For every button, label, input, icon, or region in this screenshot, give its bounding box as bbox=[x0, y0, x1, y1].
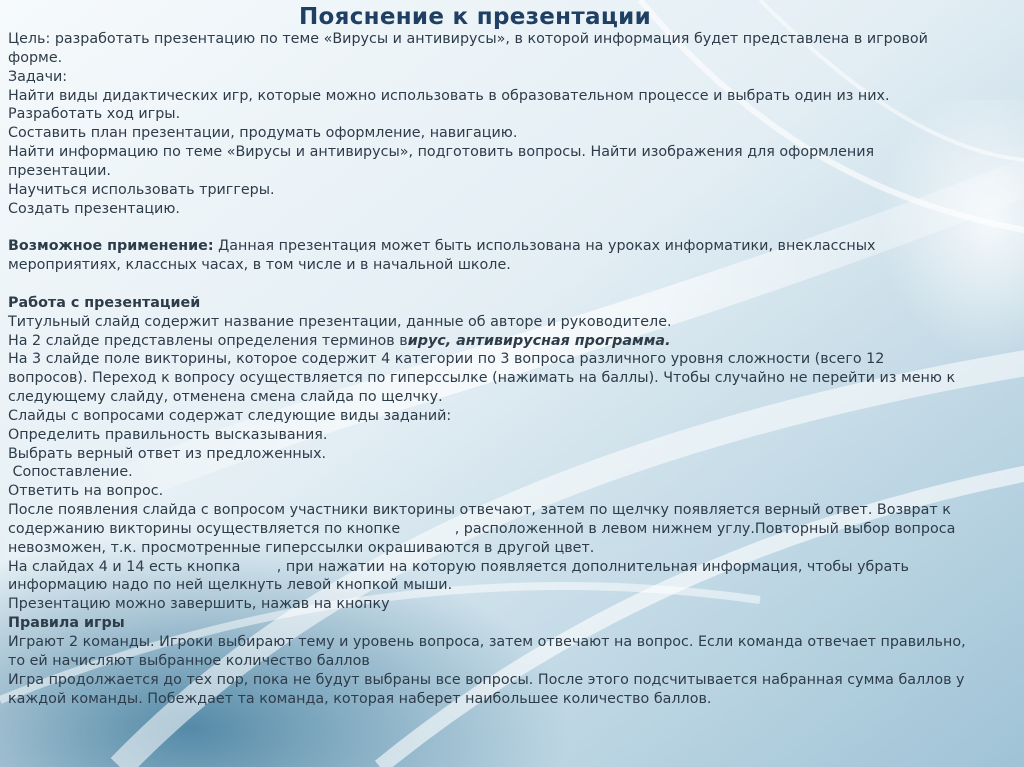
task-item: Составить план презентации, продумать оформление, навигацию. bbox=[8, 125, 518, 142]
task-item: презентации. bbox=[8, 162, 111, 179]
task-item: Разработать ход игры. bbox=[8, 106, 181, 123]
page-title: Пояснение к презентации bbox=[298, 4, 651, 30]
rules-line: каждой команды. Побеждает та команда, которая наберет наибольшее количество баллов. bbox=[8, 690, 712, 707]
work-line bbox=[8, 332, 1020, 351]
work-line: Сопоставление. bbox=[8, 464, 133, 481]
task-item: Найти информацию по теме «Вирусы и антивирусы», подготовить вопросы. Найти изображения для оформления bbox=[8, 144, 875, 161]
application-line bbox=[8, 237, 1020, 256]
work-line: информацию надо по ней щелкнуть левой кнопкой мыши. bbox=[8, 577, 453, 594]
work-line: На слайдах 4 и 14 есть кнопка , при нажатии на которую появляется дополнительная информация, чтобы убрать bbox=[8, 558, 909, 575]
work-line: содержанию викторины осуществляется по кнопке , расположенной в левом нижнем углу.Повторный выбор вопроса bbox=[8, 520, 956, 537]
explanation-text bbox=[8, 30, 1020, 708]
rules-heading: Правила игры bbox=[8, 615, 125, 632]
task-item: Создать презентацию. bbox=[8, 200, 180, 217]
work-line: Презентацию можно завершить, нажав на кнопку bbox=[8, 596, 390, 613]
application-text: Данная презентация может быть использована на уроках информатики, внеклассных bbox=[213, 238, 876, 255]
work-line: следующему слайду, отменена смена слайда по щелчку. bbox=[8, 389, 443, 406]
work-line-prefix: На 2 слайде представлены определения терминов в bbox=[8, 332, 408, 349]
work-line: На 3 слайде поле викторины, которое содержит 4 категории по 3 вопроса различного уровня сложности (всего 12 bbox=[8, 351, 885, 368]
rules-line: то ей начисляют выбранное количество баллов bbox=[8, 652, 370, 669]
spacer bbox=[8, 218, 1020, 237]
work-line: невозможен, т.к. просмотренные гиперссылки окрашиваются в другой цвет. bbox=[8, 539, 595, 556]
rules-line: Игра продолжается до тех пор, пока не будут выбраны все вопросы. После этого подсчитывается набранная сумма баллов у bbox=[8, 671, 965, 688]
work-heading: Работа с презентацией bbox=[8, 294, 201, 311]
task-item: Научиться использовать триггеры. bbox=[8, 181, 275, 198]
task-item: Найти виды дидактических игр, которые можно использовать в образовательном процессе и выбрать один из них. bbox=[8, 87, 890, 104]
work-line: Слайды с вопросами содержат следующие виды заданий: bbox=[8, 407, 452, 424]
work-line: Титульный слайд содержит название презентации, данные об авторе и руководителе. bbox=[8, 313, 672, 330]
tasks-heading: Задачи: bbox=[8, 68, 68, 85]
goal-line: форме. bbox=[8, 49, 63, 66]
spacer bbox=[8, 275, 1020, 294]
application-label: Возможное применение: bbox=[8, 238, 214, 255]
rules-line: Играют 2 команды. Игроки выбирают тему и уровень вопроса, затем отвечают на вопрос. Если команда отвечает правильно, bbox=[8, 634, 966, 650]
work-line: Ответить на вопрос. bbox=[8, 483, 164, 500]
work-line: Выбрать верный ответ из предложенных. bbox=[8, 445, 327, 462]
work-line: Определить правильность высказывания. bbox=[8, 426, 328, 443]
work-line-terms: ирус, антивирусная программа. bbox=[407, 332, 671, 349]
application-line: мероприятиях, классных часах, в том числе и в начальной школе. bbox=[8, 257, 511, 274]
goal-line: Цель: разработать презентацию по теме «Вирусы и антивирусы», в которой информация будет представлена в игровой bbox=[8, 31, 928, 47]
work-line: вопросов). Переход к вопросу осуществляется по гиперссылке (нажимать на баллы). Чтобы случайно не перейти из меню к bbox=[8, 370, 956, 387]
work-line: После появления слайда с вопросом участники викторины отвечают, затем по щелчку появляется верный ответ. Возврат к bbox=[8, 502, 951, 519]
